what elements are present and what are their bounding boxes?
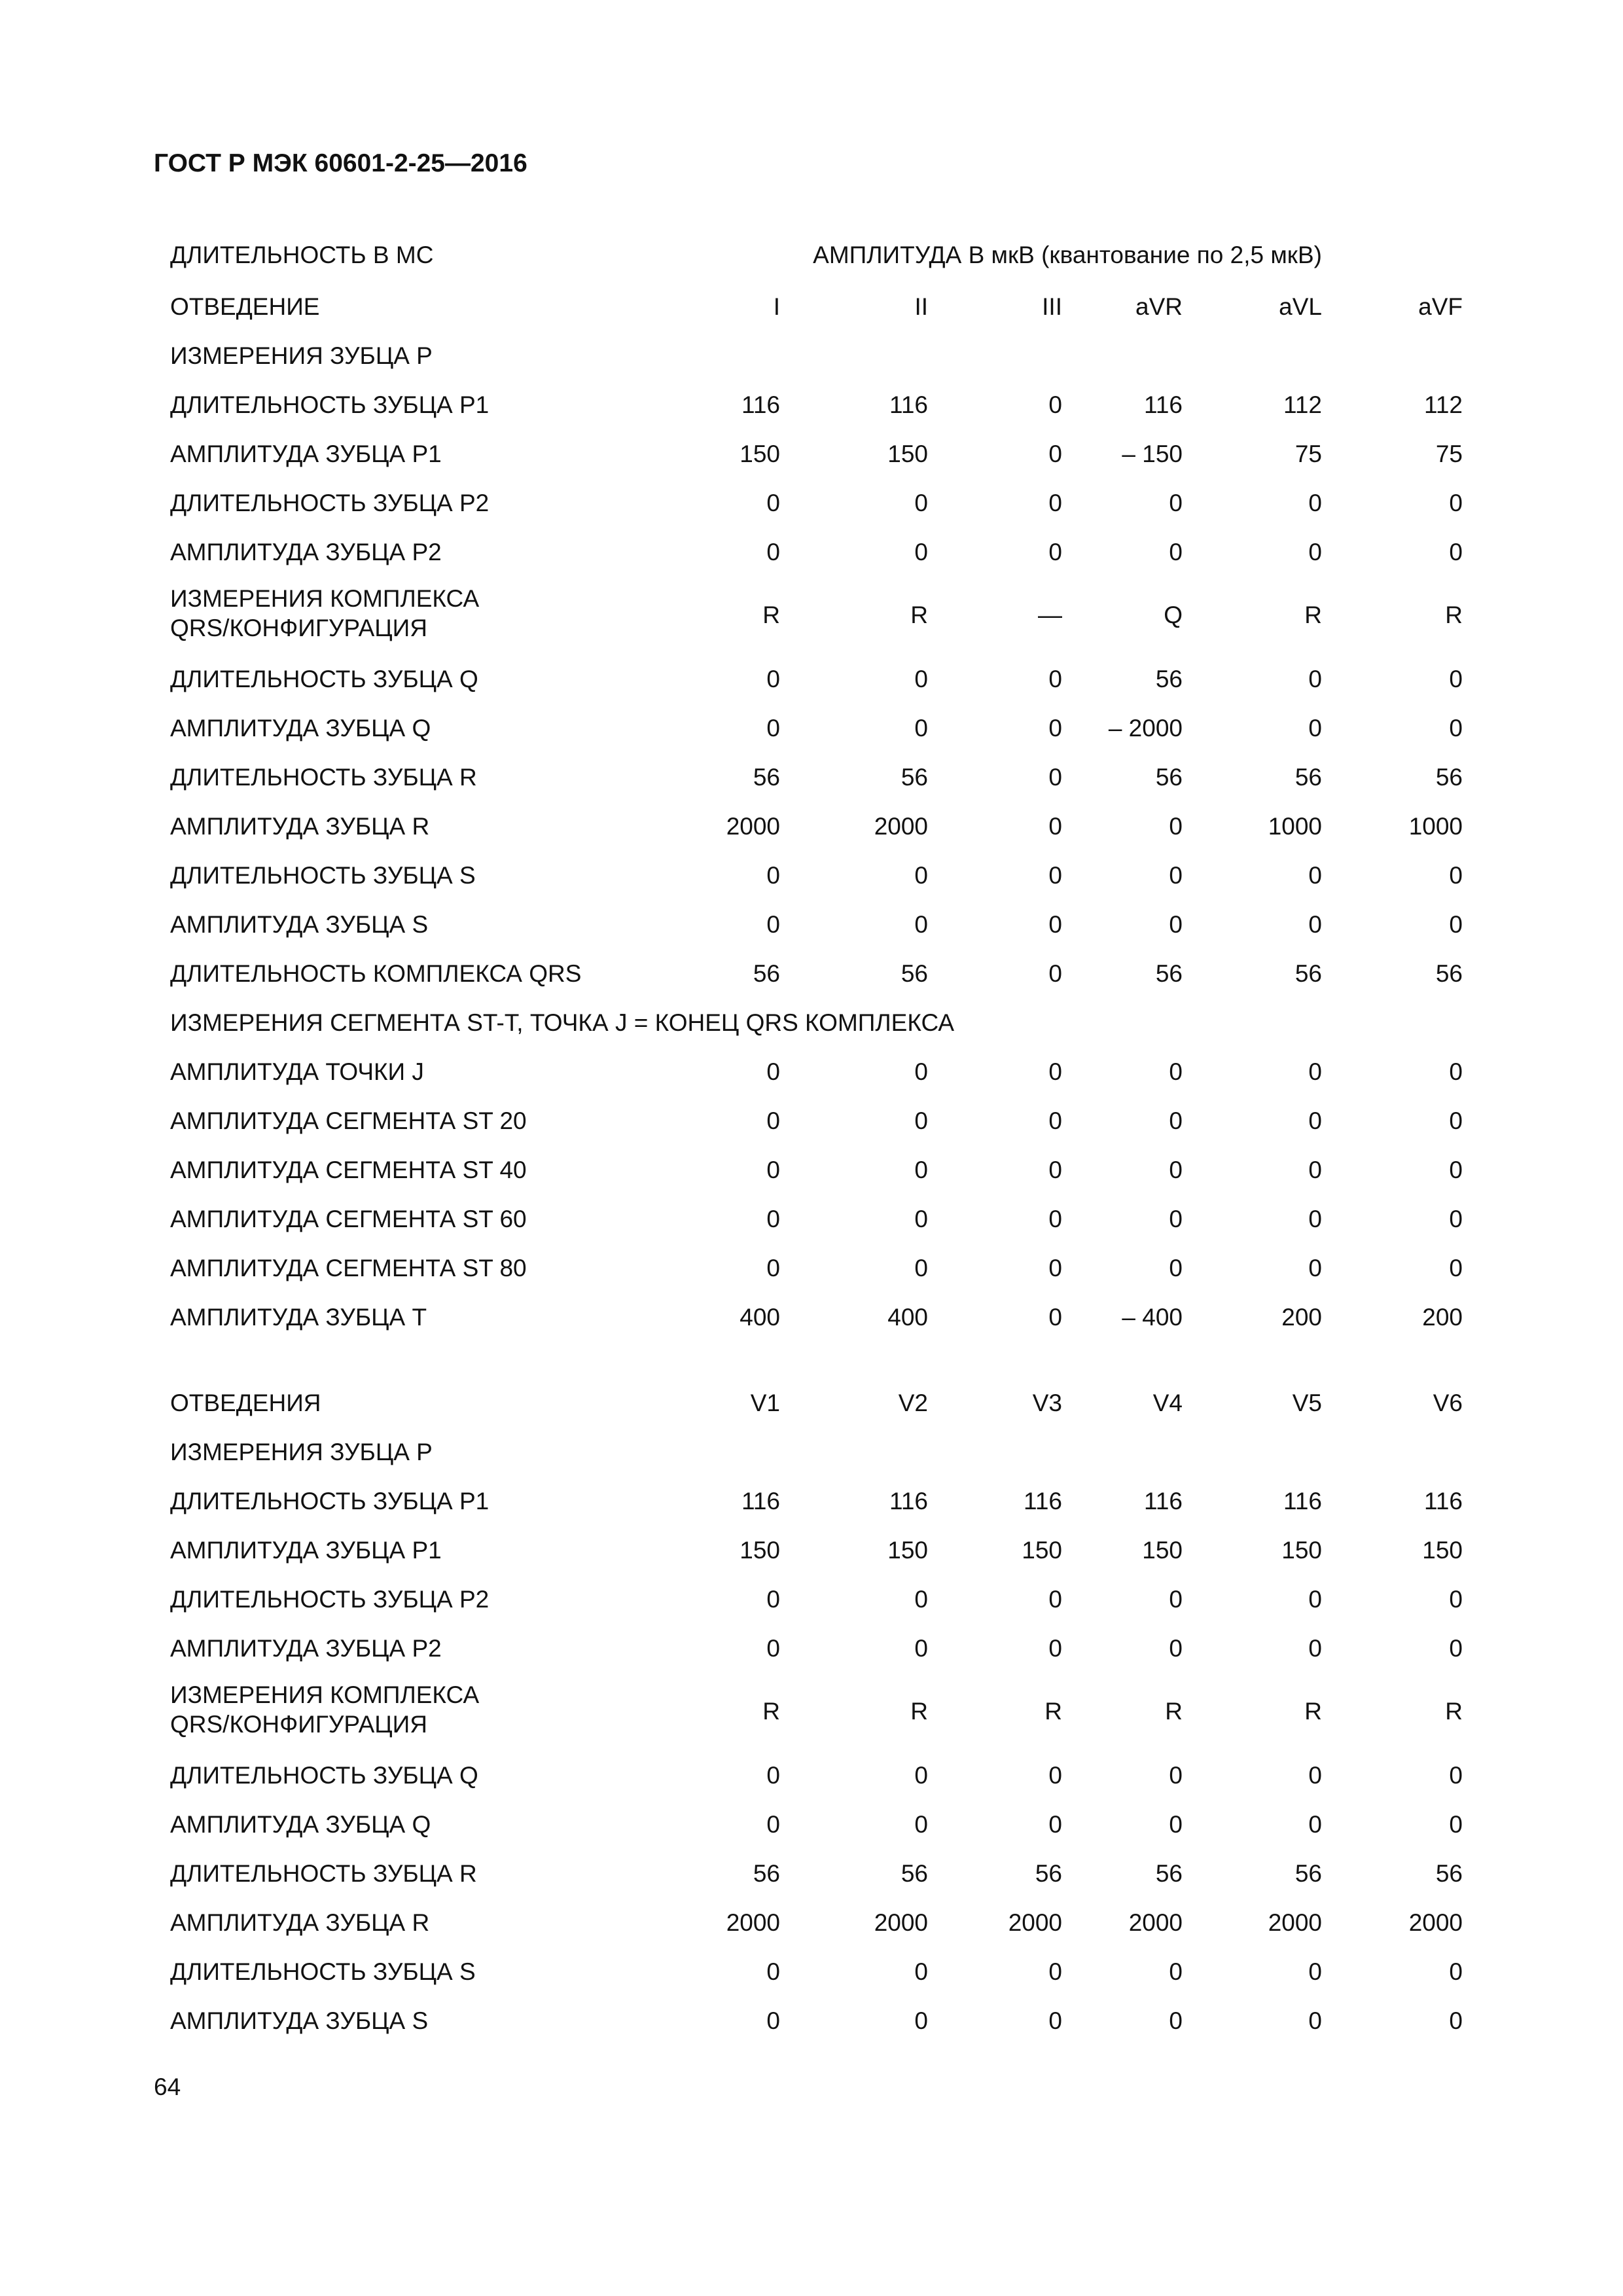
table-cell: 56 [1294,1860,1322,1887]
table-cell: 0 [914,2007,928,2034]
table-cell: 0 [914,1958,928,1985]
table-row [0,429,1623,478]
table-cell: 0 [766,666,780,692]
table-row [0,1750,1623,1799]
table-cell: — [1038,601,1062,628]
table-cell: 0 [1308,1107,1322,1134]
table-cell: 150 [1142,1537,1183,1564]
table-cell: 0 [1169,1635,1183,1662]
table-cell: 0 [914,1635,928,1662]
table-cell: 0 [766,1586,780,1613]
table-cell: 0 [766,715,780,742]
table-row [0,1623,1623,1672]
table-cell: 0 [1048,1811,1062,1838]
table-row [0,1848,1623,1897]
table-row [0,1525,1623,1574]
table-cell: 0 [1308,911,1322,938]
page-title: ГОСТ Р МЭК 60601-2-25—2016 [154,149,527,177]
row-label: АМПЛИТУДА ЗУБЦА Р1 [170,440,442,467]
table-cell: 0 [1048,2007,1062,2034]
table-cell: 0 [1449,715,1463,742]
table-cell: R [1304,601,1322,628]
table-row [0,1946,1623,1996]
table-cell: 2000 [874,1909,928,1936]
table-cell: V2 [898,1390,928,1416]
table-cell: 0 [1449,1958,1463,1985]
table-cell: 0 [1169,1811,1183,1838]
row-label: ДЛИТЕЛЬНОСТЬ ЗУБЦА Р2 [170,1586,490,1613]
table-row [0,899,1623,948]
table-cell: R [762,1698,780,1725]
table-cell: 56 [1155,1860,1183,1887]
table-cell: 0 [914,862,928,889]
table-cell: 150 [1281,1537,1322,1564]
table-cell: 0 [1308,1157,1322,1183]
table-cell: 0 [1048,1107,1062,1134]
table-cell: 0 [766,1762,780,1789]
table-cell: 0 [914,1811,928,1838]
row-label: АМПЛИТУДА ЗУБЦА S [170,2007,429,2034]
table-cell: 150 [740,440,780,467]
row-label: ДЛИТЕЛЬНОСТЬ КОМПЛЕКСА QRS [170,960,582,987]
table-cell: 0 [1169,2007,1183,2034]
row-label: АМПЛИТУДА ЗУБЦА S [170,911,429,938]
table-cell: 0 [914,666,928,692]
table-row [0,1476,1623,1525]
table-cell: 56 [1294,764,1322,791]
table-cell: 0 [1449,1762,1463,1789]
table-cell: aVF [1418,293,1463,320]
table-cell: 112 [1424,391,1463,418]
table-cell: I [773,293,780,320]
table-cell: 0 [1048,440,1062,467]
table-cell: 0 [766,862,780,889]
table-cell: 0 [1308,1635,1322,1662]
table-cell: 0 [1308,1958,1322,1985]
table-cell: 0 [914,1586,928,1613]
table-cell: 0 [1169,1586,1183,1613]
table-cell: 2000 [726,813,780,840]
table-cell: 0 [1449,1255,1463,1282]
table-cell: 150 [740,1537,780,1564]
row-label: АМПЛИТУДА ТОЧКИ J [170,1058,424,1085]
table-cell: 0 [1048,764,1062,791]
table-cell: 0 [766,1635,780,1662]
table-cell: 0 [914,539,928,565]
table-cell: 0 [1169,911,1183,938]
row-label: ДЛИТЕЛЬНОСТЬ ЗУБЦА S [170,1958,476,1985]
table-row [0,1996,1623,2045]
row-label: АМПЛИТУДА ЗУБЦА R [170,1909,430,1936]
table-cell: R [910,601,928,628]
table-cell: 116 [741,391,780,418]
table-cell: R [762,601,780,628]
table-row [0,801,1623,850]
table-cell: 0 [1308,1811,1322,1838]
table-cell: 0 [1449,539,1463,565]
table-cell: 0 [1449,911,1463,938]
table-cell: 0 [1169,1958,1183,1985]
row-label: АМПЛИТУДА ЗУБЦА Q [170,1811,431,1838]
table-cell: 0 [1048,1635,1062,1662]
table-cell: 0 [914,911,928,938]
table-row [0,1897,1623,1946]
table-cell: 56 [1435,1860,1463,1887]
table-cell: 75 [1435,440,1463,467]
table-cell: 0 [1048,1304,1062,1331]
table-row [0,948,1623,997]
table-cell: 0 [1169,1206,1183,1232]
row-label: ИЗМЕРЕНИЯ КОМПЛЕКСА QRS/КОНФИГУРАЦИЯ [170,585,480,641]
table-cell: 0 [914,715,928,742]
row-label: АМПЛИТУДА СЕГМЕНТА ST 40 [170,1157,527,1183]
table-row [0,331,1623,380]
table-cell: 116 [1144,391,1183,418]
chest-leads-table [0,1378,1623,2045]
table-cell: 116 [741,1488,780,1515]
table-cell: 56 [1155,666,1183,692]
table-cell: 116 [889,1488,928,1515]
limb-leads-table [0,281,1623,1341]
table-cell: 116 [889,391,928,418]
table-cell: 56 [901,764,928,791]
table-cell: 0 [1048,1157,1062,1183]
table-row [0,1378,1623,1427]
table-cell: 1000 [1268,813,1322,840]
table-row [0,850,1623,899]
table-cell: – 400 [1122,1304,1183,1331]
table-cell: 200 [1422,1304,1463,1331]
table-cell: 56 [901,960,928,987]
table-cell: 0 [766,1255,780,1282]
table-cell: 0 [766,539,780,565]
row-label: АМПЛИТУДА ЗУБЦА Т [170,1304,427,1331]
row-label: ДЛИТЕЛЬНОСТЬ ЗУБЦА S [170,862,476,889]
row-label: ОТВЕДЕНИЯ [170,1390,321,1416]
table-cell: 2000 [874,813,928,840]
table-cell: III [1042,293,1062,320]
table-cell: 0 [914,1762,928,1789]
row-label: ИЗМЕРЕНИЯ СЕГМЕНТА ST-T, ТОЧКА J = КОНЕЦ QRS КОМПЛЕКСА [170,1009,955,1036]
table-cell: R [1165,1698,1183,1725]
table-cell: aVL [1279,293,1322,320]
table-cell: V3 [1032,1390,1062,1416]
table-cell: 0 [1048,1206,1062,1232]
table-cell: V5 [1292,1390,1322,1416]
table-cell: 0 [766,1157,780,1183]
table-cell: 0 [766,490,780,516]
table-cell: 56 [1435,960,1463,987]
table-cell: 0 [1048,490,1062,516]
table-row [0,1047,1623,1096]
table-row [0,1799,1623,1848]
table-row [0,1243,1623,1292]
table-cell: V1 [750,1390,780,1416]
table-row [0,478,1623,527]
table-cell: 56 [1435,764,1463,791]
table-cell: 0 [1308,1255,1322,1282]
table-cell: 0 [1308,490,1322,516]
row-label: АМПЛИТУДА ЗУБЦА Р1 [170,1537,442,1564]
table-cell: 116 [1283,1488,1322,1515]
row-label: АМПЛИТУДА СЕГМЕНТА ST 60 [170,1206,527,1232]
table-cell: 200 [1281,1304,1322,1331]
table-cell: 0 [1048,1762,1062,1789]
table-cell: 0 [1048,1586,1062,1613]
table-cell: 150 [887,440,928,467]
table-row [0,1574,1623,1623]
table-cell: 2000 [1008,1909,1062,1936]
table-cell: 0 [1048,1958,1062,1985]
table-cell: 0 [1169,1255,1183,1282]
table-cell: 0 [1449,1206,1463,1232]
table-cell: 0 [1449,1586,1463,1613]
row-label: ДЛИТЕЛЬНОСТЬ ЗУБЦА Q [170,666,478,692]
table-cell: 0 [766,1058,780,1085]
row-label: АМПЛИТУДА ЗУБЦА Р2 [170,539,442,565]
table-cell: 400 [740,1304,780,1331]
row-label: АМПЛИТУДА СЕГМЕНТА ST 20 [170,1107,527,1134]
table-cell: 2000 [726,1909,780,1936]
table-cell: 0 [1308,2007,1322,2034]
table-cell: 0 [1308,862,1322,889]
table-cell: 2000 [1128,1909,1183,1936]
table-cell: R [1304,1698,1322,1725]
table-cell: 0 [1449,1107,1463,1134]
table-cell: 0 [766,1107,780,1134]
table-cell: 0 [766,911,780,938]
table-cell: aVR [1135,293,1183,320]
table-cell: 150 [1422,1537,1463,1564]
table-cell: 0 [1308,1586,1322,1613]
table-cell: 0 [766,1206,780,1232]
table-cell: 0 [914,1058,928,1085]
table-cell: 0 [1308,715,1322,742]
table-cell: 0 [1308,1206,1322,1232]
table-cell: V6 [1433,1390,1463,1416]
row-label: ОТВЕДЕНИЕ [170,293,320,320]
table-cell: 116 [1424,1488,1463,1515]
table-cell: Q [1164,601,1183,628]
row-label: АМПЛИТУДА СЕГМЕНТА ST 80 [170,1255,527,1282]
row-label: ДЛИТЕЛЬНОСТЬ ЗУБЦА Р1 [170,391,490,418]
table-cell: 0 [1169,862,1183,889]
table-cell: 0 [1048,391,1062,418]
table-cell: R [1445,1698,1463,1725]
amplitude-unit-label: АМПЛИТУДА В мкВ (квантование по 2,5 мкВ) [813,242,1322,268]
table-row [0,703,1623,752]
table-cell: 0 [1048,1058,1062,1085]
row-label: ИЗМЕРЕНИЯ ЗУБЦА Р [170,342,433,369]
row-label: ДЛИТЕЛЬНОСТЬ ЗУБЦА Р2 [170,490,490,516]
table-row [0,997,1623,1047]
row-label: ДЛИТЕЛЬНОСТЬ ЗУБЦА R [170,1860,477,1887]
table-cell: R [1445,601,1463,628]
table-row [0,1194,1623,1243]
table-cell: 2000 [1408,1909,1463,1936]
table-cell: 0 [1169,1157,1183,1183]
table-cell: 150 [887,1537,928,1564]
table-cell: 0 [1048,1255,1062,1282]
table-cell: R [1044,1698,1062,1725]
row-label: ИЗМЕРЕНИЯ ЗУБЦА Р [170,1439,433,1465]
table-cell: 0 [1169,1058,1183,1085]
row-label: АМПЛИТУДА ЗУБЦА R [170,813,430,840]
table-cell: 0 [1449,1157,1463,1183]
table-cell: II [914,293,928,320]
table-cell: 56 [753,1860,780,1887]
table-cell: 0 [914,1107,928,1134]
table-cell: 400 [887,1304,928,1331]
table-cell: 0 [914,1255,928,1282]
table-cell: 0 [1449,1635,1463,1662]
table-cell: 0 [1048,813,1062,840]
table-cell: 0 [1449,2007,1463,2034]
table-cell: 0 [1449,1058,1463,1085]
table-cell: 0 [766,2007,780,2034]
table-cell: 2000 [1268,1909,1322,1936]
table-cell: 0 [766,1811,780,1838]
table-cell: 0 [1169,539,1183,565]
table-cell: 56 [901,1860,928,1887]
table-cell: 56 [1035,1860,1062,1887]
table-row [0,1096,1623,1145]
page-number: 64 [154,2073,181,2100]
row-label: ДЛИТЕЛЬНОСТЬ ЗУБЦА Р1 [170,1488,490,1515]
table-cell: 0 [766,1958,780,1985]
table-cell: 0 [1449,490,1463,516]
table-row [0,654,1623,703]
table-row [0,1672,1623,1750]
row-label: АМПЛИТУДА ЗУБЦА Q [170,715,431,742]
table-cell: 0 [914,1206,928,1232]
table-cell: 0 [1449,1811,1463,1838]
table-cell: 0 [1048,862,1062,889]
table-cell: 0 [1048,911,1062,938]
table-cell: 0 [914,490,928,516]
table-cell: 0 [1308,666,1322,692]
table-cell: 56 [1155,764,1183,791]
table-cell: 56 [1155,960,1183,987]
table-cell: 0 [1308,539,1322,565]
row-label: АМПЛИТУДА ЗУБЦА Р2 [170,1635,442,1662]
table-row [0,1427,1623,1476]
duration-unit-label: ДЛИТЕЛЬНОСТЬ В МС [170,242,434,268]
table-cell: 150 [1022,1537,1062,1564]
table-cell: – 150 [1122,440,1183,467]
table-row [0,281,1623,331]
table-cell: 116 [1144,1488,1183,1515]
table-row [0,380,1623,429]
table-cell: 112 [1283,391,1322,418]
table-cell: 0 [1048,960,1062,987]
table-cell: 0 [1169,1762,1183,1789]
table-cell: 56 [1294,960,1322,987]
row-label: ИЗМЕРЕНИЯ КОМПЛЕКСА QRS/КОНФИГУРАЦИЯ [170,1681,480,1738]
table-row [0,752,1623,801]
table-cell: 0 [1449,666,1463,692]
table-cell: – 2000 [1108,715,1183,742]
table-cell: 0 [1169,1107,1183,1134]
table-cell: 0 [1048,666,1062,692]
table-cell: 0 [1449,862,1463,889]
table-cell: 56 [753,960,780,987]
table-row [0,527,1623,576]
table-row [0,576,1623,654]
table-cell: 0 [1048,715,1062,742]
row-label: ДЛИТЕЛЬНОСТЬ ЗУБЦА Q [170,1762,478,1789]
table-cell: 75 [1294,440,1322,467]
table-cell: 0 [1308,1762,1322,1789]
table-cell: V4 [1152,1390,1183,1416]
table-cell: 0 [1169,813,1183,840]
row-label: ДЛИТЕЛЬНОСТЬ ЗУБЦА R [170,764,477,791]
table-cell: 0 [914,1157,928,1183]
table-row [0,1145,1623,1194]
table-cell: 116 [1024,1488,1062,1515]
table-cell: 0 [1169,490,1183,516]
table-row [0,1292,1623,1341]
table-cell: 56 [753,764,780,791]
table-cell: R [910,1698,928,1725]
table-cell: 1000 [1408,813,1463,840]
table-cell: 0 [1308,1058,1322,1085]
table-cell: 0 [1048,539,1062,565]
amplitude-header-row [0,232,1623,281]
